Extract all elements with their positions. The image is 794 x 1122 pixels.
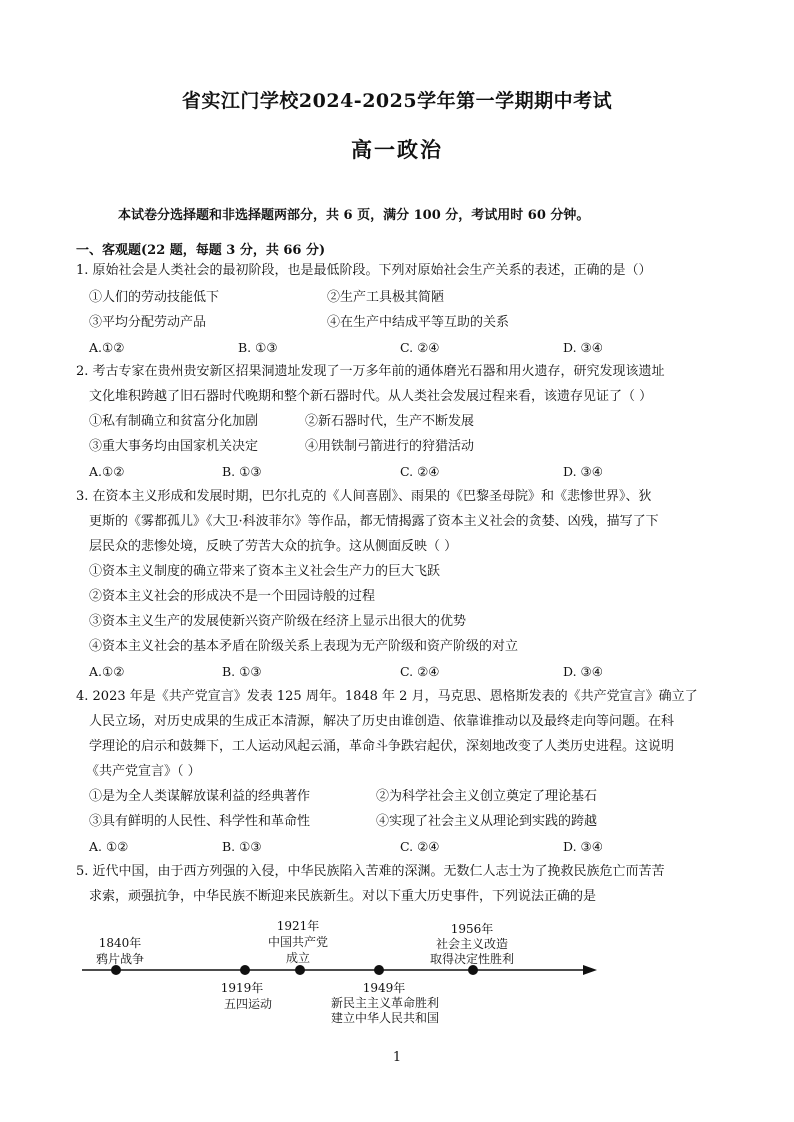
question-3-stem-cont-1: 更斯的《雾都孤儿》《大卫·科波菲尔》等作品，都无情揭露了资本主义社会的贪婪、凶残，描写了下 xyxy=(89,514,659,529)
timeline-label-1956: 社会主义改造 xyxy=(435,937,509,951)
q1-answer-c: C. ②④ xyxy=(400,340,440,355)
exam-title: 省实江门学校2024-2025学年第一学期期中考试 xyxy=(181,90,613,112)
q4-answer-b: B. ①③ xyxy=(222,839,262,854)
question-4-stem: 4. 2023 年是《共产党宣言》发表 125 周年。1848 年 2 月，马克思、恩格斯发表的《共产党宣言》确立了 xyxy=(76,689,698,704)
page-number: 1 xyxy=(392,1050,402,1065)
q2-option-1: ①私有制确立和贫富分化加剧 xyxy=(89,414,259,429)
question-2-stem-cont: 文化堆积跨越了旧石器时代晚期和整个新石器时代。从人类社会发展过程来看，该遗存见证了（ ） xyxy=(89,389,653,404)
timeline-dot-1956 xyxy=(468,965,478,975)
q1-option-1: ①人们的劳动技能低下 xyxy=(89,290,220,305)
q3-answer-a: A.①② xyxy=(89,664,125,679)
section-heading: 一、客观题(22 题，每题 3 分，共 66 分) xyxy=(76,243,326,258)
q1-answer-b: B. ①③ xyxy=(238,340,278,355)
exam-subject: 高一政治 xyxy=(351,137,443,162)
q3-answer-b: B. ①③ xyxy=(222,664,262,679)
q2-option-4: ④用铁制弓箭进行的狩猎活动 xyxy=(305,439,475,454)
timeline-label-1840: 鸦片战争 xyxy=(95,952,145,966)
q3-option-4: ④资本主义社会的基本矛盾在阶级关系上表现为无产阶级和资产阶级的对立 xyxy=(89,639,519,654)
q2-answer-b: B. ①③ xyxy=(222,464,262,479)
q4-option-4: ④实现了社会主义从理论到实践的跨越 xyxy=(376,814,598,829)
timeline-label2-1921: 成立 xyxy=(285,951,311,965)
q4-option-1: ①是为全人类谋解放谋利益的经典著作 xyxy=(89,789,311,804)
q2-option-3: ③重大事务均由国家机关决定 xyxy=(89,439,259,454)
q4-answer-c: C. ②④ xyxy=(400,839,440,854)
question-2-stem: 2. 考古专家在贵州贵安新区招果洞遗址发现了一万多年前的通体磨光石器和用火遗存，研究发现该遗址 xyxy=(76,364,665,379)
history-timeline xyxy=(70,912,610,1027)
timeline-year-1956: 1956年 xyxy=(450,922,494,936)
question-3-stem: 3. 在资本主义形成和发展时期，巴尔扎克的《人间喜剧》、雨果的《巴黎圣母院》和《悲惨世界》、狄 xyxy=(76,489,652,504)
question-1-stem: 1. 原始社会是人类社会的最初阶段，也是最低阶段。下列对原始社会生产关系的表述，正确的是（） xyxy=(76,263,652,278)
timeline-dot-1949 xyxy=(374,965,384,975)
timeline-label-1921: 中国共产党 xyxy=(267,935,329,949)
q4-option-2: ②为科学社会主义创立奠定了理论基石 xyxy=(376,789,598,804)
question-4-stem-cont-1: 人民立场，对历史成果的生成正本清源，解决了历史由谁创造、依靠谁推动以及最终走向等问题。在科 xyxy=(89,714,675,729)
timeline-label2-1956: 取得决定性胜利 xyxy=(429,952,515,966)
question-5-stem-cont: 求索，顽强抗争，中华民族不断迎来民族新生。对以下重大历史事件，下列说法正确的是 xyxy=(89,889,597,904)
timeline-dot-1921 xyxy=(295,965,305,975)
question-4-stem-cont-2: 学理论的启示和鼓舞下，工人运动风起云涌，革命斗争跌宕起伏，深刻地改变了人类历史进程。这说明 xyxy=(89,739,675,754)
question-3-stem-cont-2: 层民众的悲惨处境，反映了劳苦大众的抗争。这从侧面反映（ ） xyxy=(89,539,458,554)
q4-answer-d: D. ③④ xyxy=(563,839,603,854)
q4-option-3: ③具有鲜明的人民性、科学性和革命性 xyxy=(89,814,311,829)
question-5-stem: 5. 近代中国，由于西方列强的入侵，中华民族陷入苦难的深渊。无数仁人志士为了挽救民族危亡而苦苦 xyxy=(76,864,665,879)
timeline-arrow-icon xyxy=(583,965,597,975)
q1-answer-d: D. ③④ xyxy=(563,340,603,355)
timeline-label-1949: 新民主主义革命胜利 xyxy=(330,996,440,1010)
q1-option-3: ③平均分配劳动产品 xyxy=(89,315,207,330)
q1-answer-a: A.①② xyxy=(89,340,125,355)
exam-instructions: 本试卷分选择题和非选择题两部分，共 6 页，满分 100 分，考试用时 60 分钟。 xyxy=(118,208,590,223)
timeline-dot-1840 xyxy=(111,965,121,975)
q2-answer-c: C. ②④ xyxy=(400,464,440,479)
q2-answer-d: D. ③④ xyxy=(563,464,603,479)
timeline-label-1919: 五四运动 xyxy=(223,997,273,1011)
timeline-label2-1949: 建立中华人民共和国 xyxy=(330,1011,440,1025)
question-4-stem-cont-3: 《共产党宣言》（ ） xyxy=(86,764,201,779)
q2-option-2: ②新石器时代，生产不断发展 xyxy=(305,414,475,429)
q3-option-1: ①资本主义制度的确立带来了资本主义社会生产力的巨大飞跃 xyxy=(89,564,441,579)
q3-answer-d: D. ③④ xyxy=(563,664,603,679)
timeline-year-1919: 1919年 xyxy=(220,981,264,995)
q1-option-2: ②生产工具极其简陋 xyxy=(327,290,445,305)
q2-answer-a: A.①② xyxy=(89,464,125,479)
q1-option-4: ④在生产中结成平等互助的关系 xyxy=(327,315,510,330)
timeline-year-1949: 1949年 xyxy=(362,981,406,995)
timeline-year-1840: 1840年 xyxy=(98,936,142,950)
q3-answer-c: C. ②④ xyxy=(400,664,440,679)
timeline-dot-1919 xyxy=(240,965,250,975)
timeline-year-1921: 1921年 xyxy=(276,919,320,933)
q4-answer-a: A. ①② xyxy=(89,839,129,854)
q3-option-2: ②资本主义社会的形成决不是一个田园诗般的过程 xyxy=(89,589,376,604)
q3-option-3: ③资本主义生产的发展使新兴资产阶级在经济上显示出很大的优势 xyxy=(89,614,467,629)
